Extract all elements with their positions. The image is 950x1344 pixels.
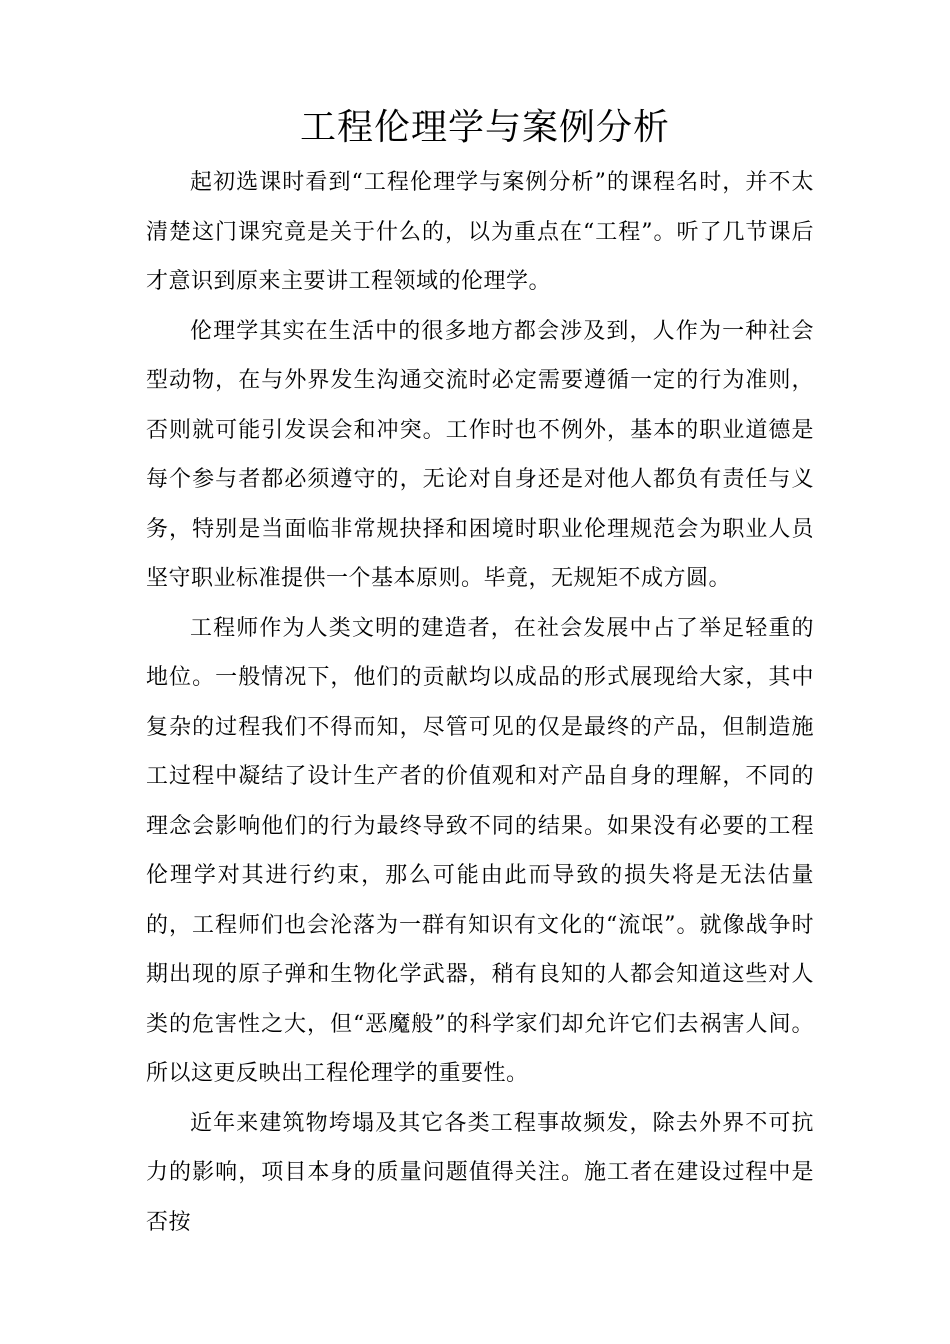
paragraph-4: 近年来建筑物垮塌及其它各类工程事故频发，除去外界不可抗力的影响，项目本身的质量问题值得关注。施工者在建设过程中是否按 <box>146 1110 814 1235</box>
paragraph-3: 工程师作为人类文明的建造者，在社会发展中占了举足轻重的地位。一般情况下，他们的贡献均以成品的形式展现给大家，其中复杂的过程我们不得而知，尽管可见的仅是最终的产品，但制造施工过程中凝结了设计生产者的价值观和对产品自身的理解，不同的理念会影响他们的行为最终导致不同的结果。如果没有必要的工程伦理学对其进行约束，那么可能由此而导致的损失将是无法估量的，工程师们也会沦落为一群有知识有文化的“流氓”。就像战争时期出现的原子弹和生物化学武器，稍有良知的人都会知道这些对人类的危害性之大，但“恶魔般”的科学家们却允许它们去祸害人间。所以这更反映出工程伦理学的重要性。 <box>146 615 814 1086</box>
paragraph-1: 起初选课时看到“工程伦理学与案例分析”的课程名时，并不太清楚这门课究竟是关于什么的，以为重点在“工程”。听了几节课后才意识到原来主要讲工程领域的伦理学。 <box>146 170 814 294</box>
document-title: 工程伦理学与案例分析 <box>299 107 670 148</box>
paragraph-2: 伦理学其实在生活中的很多地方都会涉及到，人作为一种社会型动物，在与外界发生沟通交流时必定需要遵循一定的行为准则，否则就可能引发误会和冲突。工作时也不例外，基本的职业道德是每个参与者都必须遵守的，无论对自身还是对他人都负有责任与义务，特别是当面临非常规抉择和困境时职业伦理规范会为职业人员坚守职业标准提供一个基本原则。毕竟，无规矩不成方圆。 <box>146 318 814 591</box>
document-body <box>146 158 814 1247</box>
